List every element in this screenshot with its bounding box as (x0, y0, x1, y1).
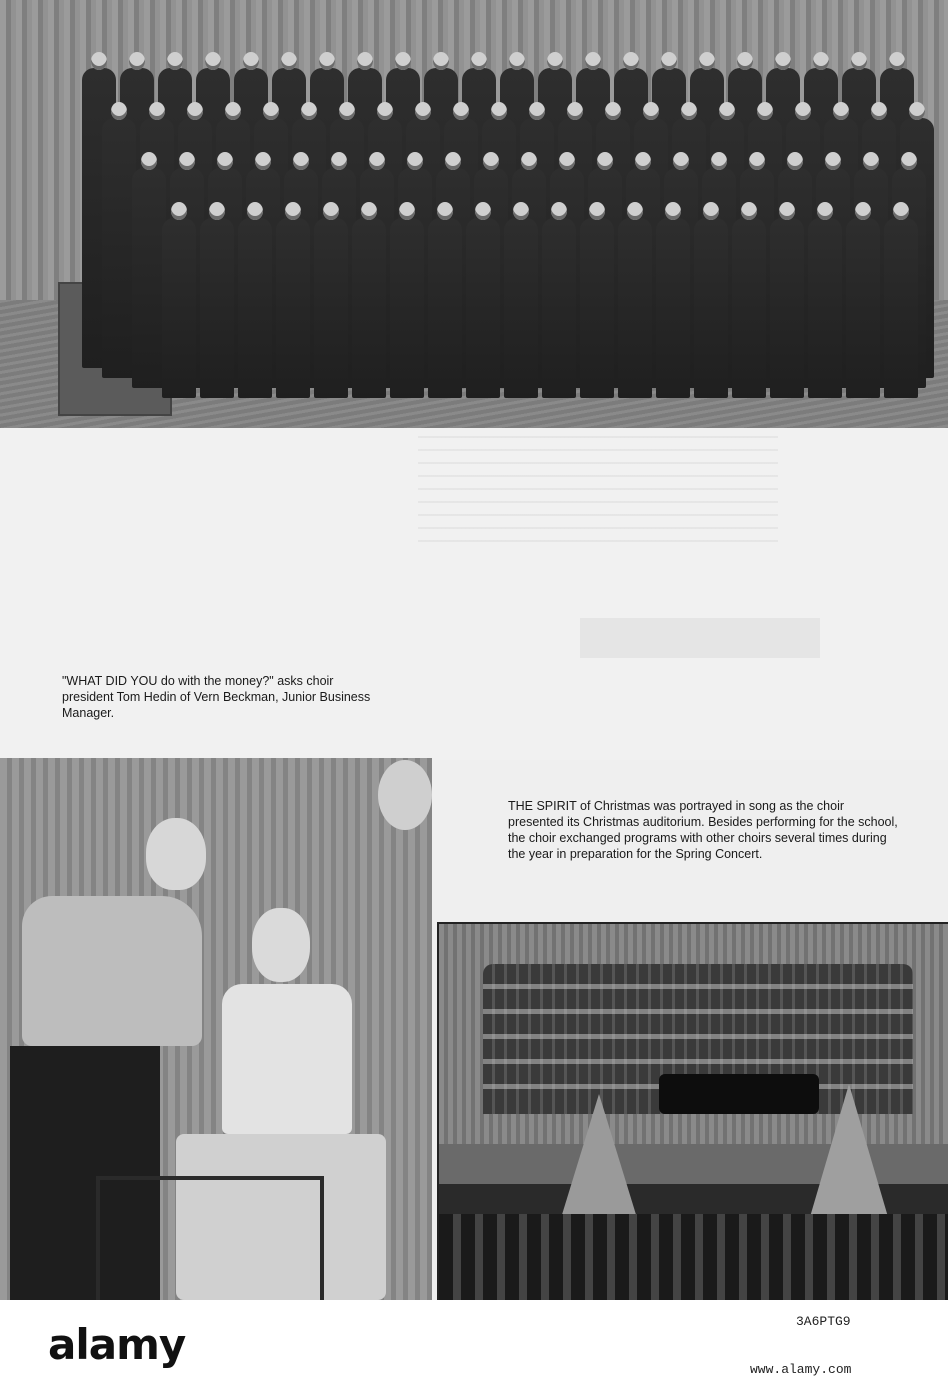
choir-member (200, 218, 234, 398)
choir-member (770, 218, 804, 398)
choir-member (846, 218, 880, 398)
choir-member (884, 218, 918, 398)
choir-member (656, 218, 690, 398)
image-id: 3A6PTG9 (796, 1314, 851, 1329)
choir-member (580, 218, 614, 398)
choir-member (352, 218, 386, 398)
choir-member (132, 168, 166, 388)
money-caption: "WHAT DID YOU do with the money?" asks choir president Tom Hedin of Vern Beckman, Junior Business Manager. (62, 674, 371, 720)
alamy-url: www.alamy.com (750, 1362, 852, 1377)
choir-row-floor (162, 218, 918, 398)
choir-group-photo (0, 0, 948, 428)
choir-member (808, 218, 842, 398)
choir-member (618, 218, 652, 398)
bleed-through-text (418, 436, 778, 546)
choir-member (694, 218, 728, 398)
caption-area (0, 428, 948, 861)
choir-officers-photo (0, 758, 432, 1300)
choir-member (238, 218, 272, 398)
choir-members (72, 28, 948, 408)
head (146, 818, 206, 890)
alamy-logo: alamy (48, 1320, 186, 1369)
audience (439, 1214, 948, 1302)
light-shirt (222, 984, 352, 1134)
stage-light (378, 760, 432, 830)
choir-member (466, 218, 500, 398)
chair (96, 1176, 324, 1300)
head (252, 908, 310, 982)
choir-member (732, 218, 766, 398)
christmas-concert-photo (437, 922, 948, 1304)
choir-member (428, 218, 462, 398)
grand-piano (659, 1074, 819, 1114)
choir-member (314, 218, 348, 398)
christmas-tree-right (805, 1084, 893, 1234)
choir-member (276, 218, 310, 398)
choir-member (102, 118, 136, 378)
watermark-bar (0, 1300, 948, 1390)
christmas-caption: THE SPIRIT of Christmas was portrayed in song as the choir presented its Christmas auditorium. Besides performing for the school, the choir exchanged programs with other choirs several times during the year in preparation for the Spring Concert. (508, 799, 898, 861)
choir-member (390, 218, 424, 398)
choir-member (162, 218, 196, 398)
choir-member (504, 218, 538, 398)
bleed-through-heading (580, 618, 820, 658)
choir-member (542, 218, 576, 398)
